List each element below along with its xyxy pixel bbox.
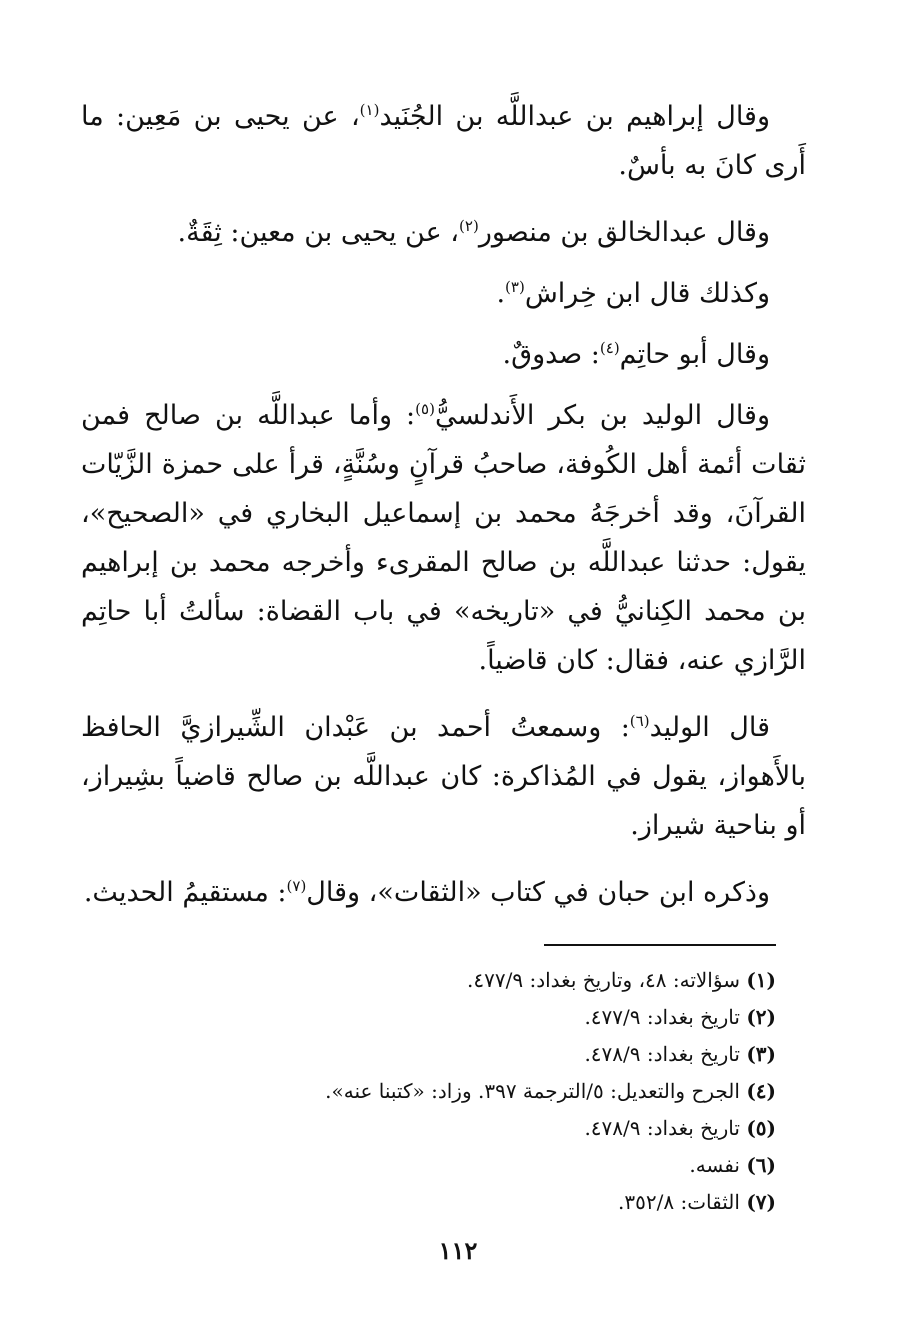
footnote-2: (٢) تاريخ بغداد: ٤٧٧/٩.: [584, 1005, 776, 1029]
footnote-ref-4: (٤): [599, 339, 620, 357]
footnote-4: (٤) الجرح والتعديل: ٥/الترجمة ٣٩٧. وزاد: «كتبنا عنه».: [325, 1079, 776, 1103]
footnote-separator: [544, 944, 776, 946]
footnote-5: (٥) تاريخ بغداد: ٤٧٨/٩.: [584, 1116, 776, 1140]
main-text: [81, 92, 806, 935]
paragraph-2: وقال عبدالخالق بن منصور$^{(٢)}$، عن يحيى بن معين: ثِقَةٌ.: [177, 217, 770, 248]
footnote-ref-3: (٣): [505, 278, 525, 296]
footnote-ref-6: (٦): [629, 712, 650, 730]
page-number: ١١٢: [438, 1236, 478, 1265]
paragraph-3: وكذلك قال ابن خِراش$^{(٣)}$.: [496, 278, 770, 309]
paragraph-4: وقال أبو حاتِم$^{(٤)}$: صدوقٌ.: [502, 339, 770, 370]
footnote-6: (٦) نفسه.: [689, 1153, 776, 1177]
footnote-ref-2: (٢): [459, 217, 479, 235]
footnotes: [216, 962, 776, 1221]
paragraph-5: وقال الوليد بن بكر الأَندلسيُّ$^{(٥)}$: وأما عبداللَّه بن صالح فمن ثقات أئمة أهل الكُوفة، صاحبُ قرآنٍ وسُنَّةٍ، قرأ على حمزة الزَّيّات القرآنَ، وقد أخرجَهُ محمد بن إسماعيل البخاري في «الصحيح»، يقول: حدثنا عبداللَّه بن صالح المقرىء وأخرجه محمد بن إبراهيم بن محمد الكِنانيُّ في «تاريخه» في باب القضاة: سألتُ أبا حاتِم الرَّازي عنه، فقال: كان قاضياً.: [81, 400, 806, 676]
footnote-7: (٧) الثقات: ٣٥٢/٨.: [618, 1190, 776, 1214]
paragraph-1: وقال إبراهيم بن عبداللَّه بن الجُنَيد$^{(١)}$، عن يحيى بن مَعِين: ما أَرى كانَ به بأسٌ.: [81, 101, 806, 181]
footnote-ref-7: (٧): [286, 877, 307, 895]
footnote-3: (٣) تاريخ بغداد: ٤٧٨/٩.: [584, 1042, 776, 1066]
footnote-ref-5: (٥): [415, 400, 435, 418]
footnote-1: (١) سؤالاته: ٤٨، وتاريخ بغداد: ٤٧٧/٩.: [467, 968, 776, 992]
footnote-ref-1: (١): [359, 101, 380, 119]
paragraph-6: قال الوليد$^{(٦)}$: وسمعتُ أحمد بن عَبْدان الشِّيرازيَّ الحافظ بالأَهواز، يقول في المُذاكرة: كان عبداللَّه بن صالح قاضياً بشِيراز، أو بناحية شيراز.: [81, 712, 806, 841]
paragraph-7: وذكره ابن حبان في كتاب «الثقات»، وقال$^{(٧)}$: مستقيمُ الحديث.: [83, 877, 770, 908]
